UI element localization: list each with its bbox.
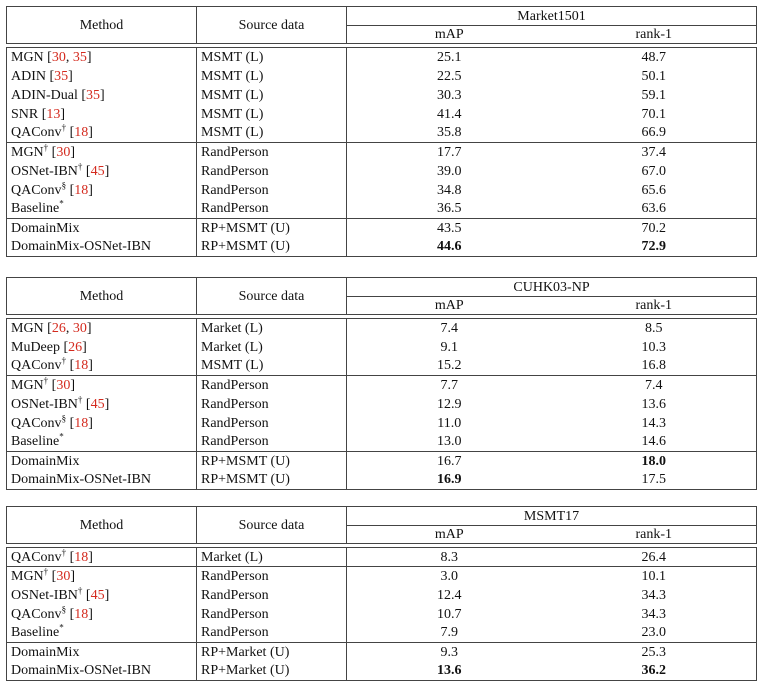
map-value: 35.8 (437, 125, 462, 141)
rank1-cell (552, 143, 757, 162)
map-value: 13.6 (437, 663, 462, 679)
method-cell: MGN† [30] (7, 376, 197, 395)
rank1-cell (552, 452, 757, 471)
map-cell (347, 452, 552, 471)
table-row (7, 567, 757, 586)
rank1-cell (552, 395, 757, 414)
method-name: QAConv (11, 182, 62, 198)
method-marker: † (43, 142, 49, 153)
map-value: 30.3 (437, 87, 462, 103)
method-name: Baseline (11, 434, 60, 450)
map-cell (347, 319, 552, 338)
table-row (7, 143, 757, 162)
rank1-cell (552, 86, 757, 105)
method-marker: § (61, 179, 67, 190)
rank1-value: 70.1 (641, 106, 666, 122)
rank1-value: 14.3 (641, 415, 666, 431)
map-value: 11.0 (437, 415, 462, 431)
citation-ref: 45 (90, 396, 105, 412)
table-cuhk03-np (6, 277, 757, 490)
rank1-value: 14.6 (641, 434, 666, 450)
dataset-header: CUHK03-NP (347, 278, 757, 297)
method-name: QAConv (11, 606, 62, 622)
rank1-cell (552, 624, 757, 643)
table-row (7, 548, 757, 567)
map-cell (347, 605, 552, 624)
method-name: ADIN (11, 68, 46, 84)
method-cell: QAConv† [18] (7, 124, 197, 143)
map-value: 16.7 (437, 453, 462, 469)
table-row (7, 219, 757, 238)
header-row (7, 278, 757, 297)
table-row (7, 238, 757, 257)
citation-ref: 18 (74, 549, 89, 565)
citation-ref: 35 (72, 49, 87, 65)
source-cell: RP+MSMT (U) (197, 471, 347, 490)
method-cell: QAConv§ [18] (7, 414, 197, 433)
source-cell: RandPerson (197, 200, 347, 219)
map-value: 9.1 (440, 339, 458, 355)
rank1-value: 17.5 (641, 472, 666, 488)
method-cell: MuDeep [26] (7, 338, 197, 357)
source-cell: MSMT (L) (197, 86, 347, 105)
method-cell: MGN† [30] (7, 567, 197, 586)
table-row (7, 586, 757, 605)
method-marker: § (61, 412, 67, 423)
citation-ref: 45 (90, 163, 105, 179)
source-header: Source data (197, 278, 347, 315)
rank1-value: 10.1 (641, 568, 666, 584)
source-cell: MSMT (L) (197, 48, 347, 67)
map-cell (347, 586, 552, 605)
method-cell: MGN† [30] (7, 143, 197, 162)
map-cell (347, 86, 552, 105)
source-cell: RandPerson (197, 376, 347, 395)
method-name: SNR (11, 106, 39, 122)
map-value: 7.4 (440, 320, 458, 336)
table-row (7, 471, 757, 490)
source-header: Source data (197, 7, 347, 44)
method-name: OSNet-IBN (11, 163, 78, 179)
source-cell: MSMT (L) (197, 124, 347, 143)
rank1-value: 72.9 (641, 239, 666, 255)
map-cell (347, 124, 552, 143)
table-row (7, 162, 757, 181)
rank1-value: 70.2 (641, 220, 666, 236)
rank1-cell (552, 48, 757, 67)
map-value: 34.8 (437, 182, 462, 198)
map-cell (347, 414, 552, 433)
method-marker: † (77, 584, 83, 595)
source-cell: RP+Market (U) (197, 643, 347, 662)
method-name: QAConv (11, 125, 62, 141)
table-row (7, 662, 757, 681)
rank1-value: 7.4 (645, 377, 663, 393)
method-name: Baseline (11, 625, 60, 641)
method-name: DomainMix-OSNet-IBN (11, 663, 151, 679)
map-value: 13.0 (437, 434, 462, 450)
citation-ref: 18 (74, 606, 89, 622)
citation-ref: 18 (74, 182, 89, 198)
map-value: 15.2 (437, 358, 462, 374)
rank1-cell (552, 548, 757, 567)
map-cell (347, 548, 552, 567)
rank1-cell (552, 567, 757, 586)
table-msmt17 (6, 506, 757, 681)
header-row (7, 507, 757, 526)
method-header: Method (7, 7, 197, 44)
rank1-value: 10.3 (641, 339, 666, 355)
map-value: 8.3 (440, 549, 458, 565)
map-header: mAP (347, 26, 552, 44)
rank1-cell (552, 200, 757, 219)
rank1-cell (552, 238, 757, 257)
table-row (7, 376, 757, 395)
method-marker: † (43, 566, 49, 577)
table-row (7, 395, 757, 414)
method-marker: § (61, 603, 67, 614)
table-row (7, 605, 757, 624)
table-row (7, 414, 757, 433)
rank1-cell (552, 162, 757, 181)
method-marker: † (43, 375, 49, 386)
map-value: 9.3 (440, 644, 458, 660)
rank1-cell (552, 586, 757, 605)
method-cell: OSNet-IBN† [45] (7, 162, 197, 181)
source-cell: RandPerson (197, 605, 347, 624)
method-name: MGN (11, 568, 44, 584)
method-cell (7, 219, 197, 238)
rank1-header: rank-1 (552, 526, 757, 544)
method-cell: QAConv§ [18] (7, 605, 197, 624)
method-marker: † (61, 355, 67, 366)
method-cell (7, 471, 197, 490)
method-name: QAConv (11, 415, 62, 431)
map-cell (347, 238, 552, 257)
citation-ref: 30 (56, 144, 71, 160)
table-market1501 (6, 6, 757, 257)
dataset-header: Market1501 (347, 7, 757, 26)
dataset-header: MSMT17 (347, 507, 757, 526)
method-name: QAConv (11, 358, 62, 374)
citation-ref: 45 (90, 587, 105, 603)
map-value: 7.7 (440, 377, 458, 393)
map-cell (347, 181, 552, 200)
map-cell (347, 105, 552, 124)
method-cell: SNR [13] (7, 105, 197, 124)
map-value: 16.9 (437, 472, 462, 488)
rank1-value: 63.6 (641, 201, 666, 217)
source-cell: RandPerson (197, 624, 347, 643)
method-cell: QAConv† [18] (7, 357, 197, 376)
method-name: OSNet-IBN (11, 587, 78, 603)
method-marker: † (77, 160, 83, 171)
method-name: DomainMix (11, 644, 80, 660)
method-header: Method (7, 507, 197, 544)
map-cell (347, 143, 552, 162)
method-name: ADIN-Dual (11, 87, 78, 103)
rank1-value: 25.3 (641, 644, 666, 660)
method-cell (7, 452, 197, 471)
method-cell: QAConv† [18] (7, 548, 197, 567)
method-cell: QAConv§ [18] (7, 181, 197, 200)
table-row (7, 624, 757, 643)
rank1-value: 50.1 (641, 68, 666, 84)
rank1-header: rank-1 (552, 297, 757, 315)
method-name: Baseline (11, 201, 60, 217)
method-name: DomainMix (11, 220, 80, 236)
table-row (7, 338, 757, 357)
method-name: DomainMix-OSNet-IBN (11, 472, 151, 488)
rank1-value: 16.8 (641, 358, 666, 374)
rank1-cell (552, 471, 757, 490)
table-row (7, 67, 757, 86)
map-value: 12.9 (437, 396, 462, 412)
rank1-header: rank-1 (552, 26, 757, 44)
map-cell (347, 219, 552, 238)
map-value: 10.7 (437, 606, 462, 622)
map-cell (347, 162, 552, 181)
method-cell: ADIN [35] (7, 67, 197, 86)
rank1-cell (552, 338, 757, 357)
rank1-value: 37.4 (641, 144, 666, 160)
method-marker: * (59, 198, 64, 209)
citation-ref: 26 (51, 320, 66, 336)
map-cell (347, 624, 552, 643)
source-cell: RP+Market (U) (197, 662, 347, 681)
rank1-value: 65.6 (641, 182, 666, 198)
method-name: MGN (11, 49, 44, 65)
rank1-value: 59.1 (641, 87, 666, 103)
method-cell (7, 433, 197, 452)
source-cell: MSMT (L) (197, 105, 347, 124)
map-cell (347, 67, 552, 86)
map-cell (347, 395, 552, 414)
map-cell (347, 338, 552, 357)
map-cell (347, 567, 552, 586)
source-cell: MSMT (L) (197, 67, 347, 86)
rank1-value: 13.6 (641, 396, 666, 412)
rank1-cell (552, 181, 757, 200)
rank1-value: 66.9 (641, 125, 666, 141)
map-value: 36.5 (437, 201, 462, 217)
map-cell (347, 471, 552, 490)
method-marker: † (61, 122, 67, 133)
source-header: Source data (197, 507, 347, 544)
table-row (7, 357, 757, 376)
rank1-value: 48.7 (641, 49, 666, 65)
method-cell: MGN [30, 35] (7, 48, 197, 67)
rank1-value: 8.5 (645, 320, 663, 336)
map-value: 17.7 (437, 144, 462, 160)
method-cell: MGN [26, 30] (7, 319, 197, 338)
table-row (7, 124, 757, 143)
source-cell: Market (L) (197, 319, 347, 338)
map-cell (347, 376, 552, 395)
source-cell: RandPerson (197, 414, 347, 433)
source-cell: RandPerson (197, 162, 347, 181)
map-value: 22.5 (437, 68, 462, 84)
map-cell (347, 433, 552, 452)
rank1-value: 34.3 (641, 606, 666, 622)
map-header: mAP (347, 297, 552, 315)
method-cell: OSNet-IBN† [45] (7, 395, 197, 414)
citation-ref: 18 (74, 125, 89, 141)
table-row (7, 48, 757, 67)
rank1-cell (552, 605, 757, 624)
source-cell: RandPerson (197, 567, 347, 586)
method-marker: † (77, 393, 83, 404)
rank1-cell (552, 433, 757, 452)
method-cell (7, 662, 197, 681)
table-row (7, 105, 757, 124)
method-header: Method (7, 278, 197, 315)
rank1-cell (552, 124, 757, 143)
source-cell: RandPerson (197, 395, 347, 414)
citation-ref: 26 (68, 339, 83, 355)
method-name: DomainMix-OSNet-IBN (11, 239, 151, 255)
rank1-value: 18.0 (641, 453, 666, 469)
rank1-value: 36.2 (641, 663, 666, 679)
map-value: 3.0 (440, 568, 458, 584)
map-value: 39.0 (437, 163, 462, 179)
rank1-cell (552, 319, 757, 338)
map-cell (347, 200, 552, 219)
map-value: 43.5 (437, 220, 462, 236)
citation-ref: 30 (51, 49, 66, 65)
table-row (7, 433, 757, 452)
source-cell: Market (L) (197, 548, 347, 567)
citation-ref: 18 (74, 358, 89, 374)
table-row (7, 643, 757, 662)
map-value: 44.6 (437, 239, 462, 255)
source-cell: RP+MSMT (U) (197, 219, 347, 238)
citation-ref: 35 (54, 68, 69, 84)
method-marker: * (59, 431, 64, 442)
method-cell (7, 643, 197, 662)
source-cell: RandPerson (197, 143, 347, 162)
method-name: QAConv (11, 549, 62, 565)
map-cell (347, 357, 552, 376)
table-row (7, 319, 757, 338)
method-marker: * (59, 622, 64, 633)
map-value: 7.9 (440, 625, 458, 641)
map-cell (347, 48, 552, 67)
source-cell: MSMT (L) (197, 357, 347, 376)
source-cell: RP+MSMT (U) (197, 238, 347, 257)
table-row (7, 181, 757, 200)
method-marker: † (61, 546, 67, 557)
rank1-cell (552, 357, 757, 376)
method-cell: ADIN-Dual [35] (7, 86, 197, 105)
citation-ref: 35 (86, 87, 101, 103)
method-name: MGN (11, 377, 44, 393)
table-row (7, 452, 757, 471)
citation-ref: 30 (72, 320, 87, 336)
method-name: OSNet-IBN (11, 396, 78, 412)
header-row (7, 7, 757, 26)
map-value: 41.4 (437, 106, 462, 122)
rank1-cell (552, 219, 757, 238)
source-cell: RandPerson (197, 586, 347, 605)
rank1-value: 34.3 (641, 587, 666, 603)
source-cell: RandPerson (197, 181, 347, 200)
map-cell (347, 643, 552, 662)
rank1-value: 67.0 (641, 163, 666, 179)
method-cell (7, 200, 197, 219)
rank1-cell (552, 67, 757, 86)
method-name: DomainMix (11, 453, 80, 469)
rank1-value: 26.4 (641, 549, 666, 565)
table-row (7, 200, 757, 219)
citation-ref: 30 (56, 568, 71, 584)
rank1-cell (552, 643, 757, 662)
citation-ref: 18 (74, 415, 89, 431)
rank1-value: 23.0 (641, 625, 666, 641)
source-cell: Market (L) (197, 338, 347, 357)
method-cell (7, 624, 197, 643)
map-value: 12.4 (437, 587, 462, 603)
map-value: 25.1 (437, 49, 462, 65)
method-cell (7, 238, 197, 257)
map-cell (347, 662, 552, 681)
table-row (7, 86, 757, 105)
rank1-cell (552, 662, 757, 681)
citation-ref: 30 (56, 377, 71, 393)
citation-ref: 13 (46, 106, 61, 122)
rank1-cell (552, 376, 757, 395)
method-cell: OSNet-IBN† [45] (7, 586, 197, 605)
source-cell: RandPerson (197, 433, 347, 452)
rank1-cell (552, 414, 757, 433)
method-name: MGN (11, 144, 44, 160)
rank1-cell (552, 105, 757, 124)
source-cell: RP+MSMT (U) (197, 452, 347, 471)
method-name: MGN (11, 320, 44, 336)
map-header: mAP (347, 526, 552, 544)
method-name: MuDeep (11, 339, 60, 355)
